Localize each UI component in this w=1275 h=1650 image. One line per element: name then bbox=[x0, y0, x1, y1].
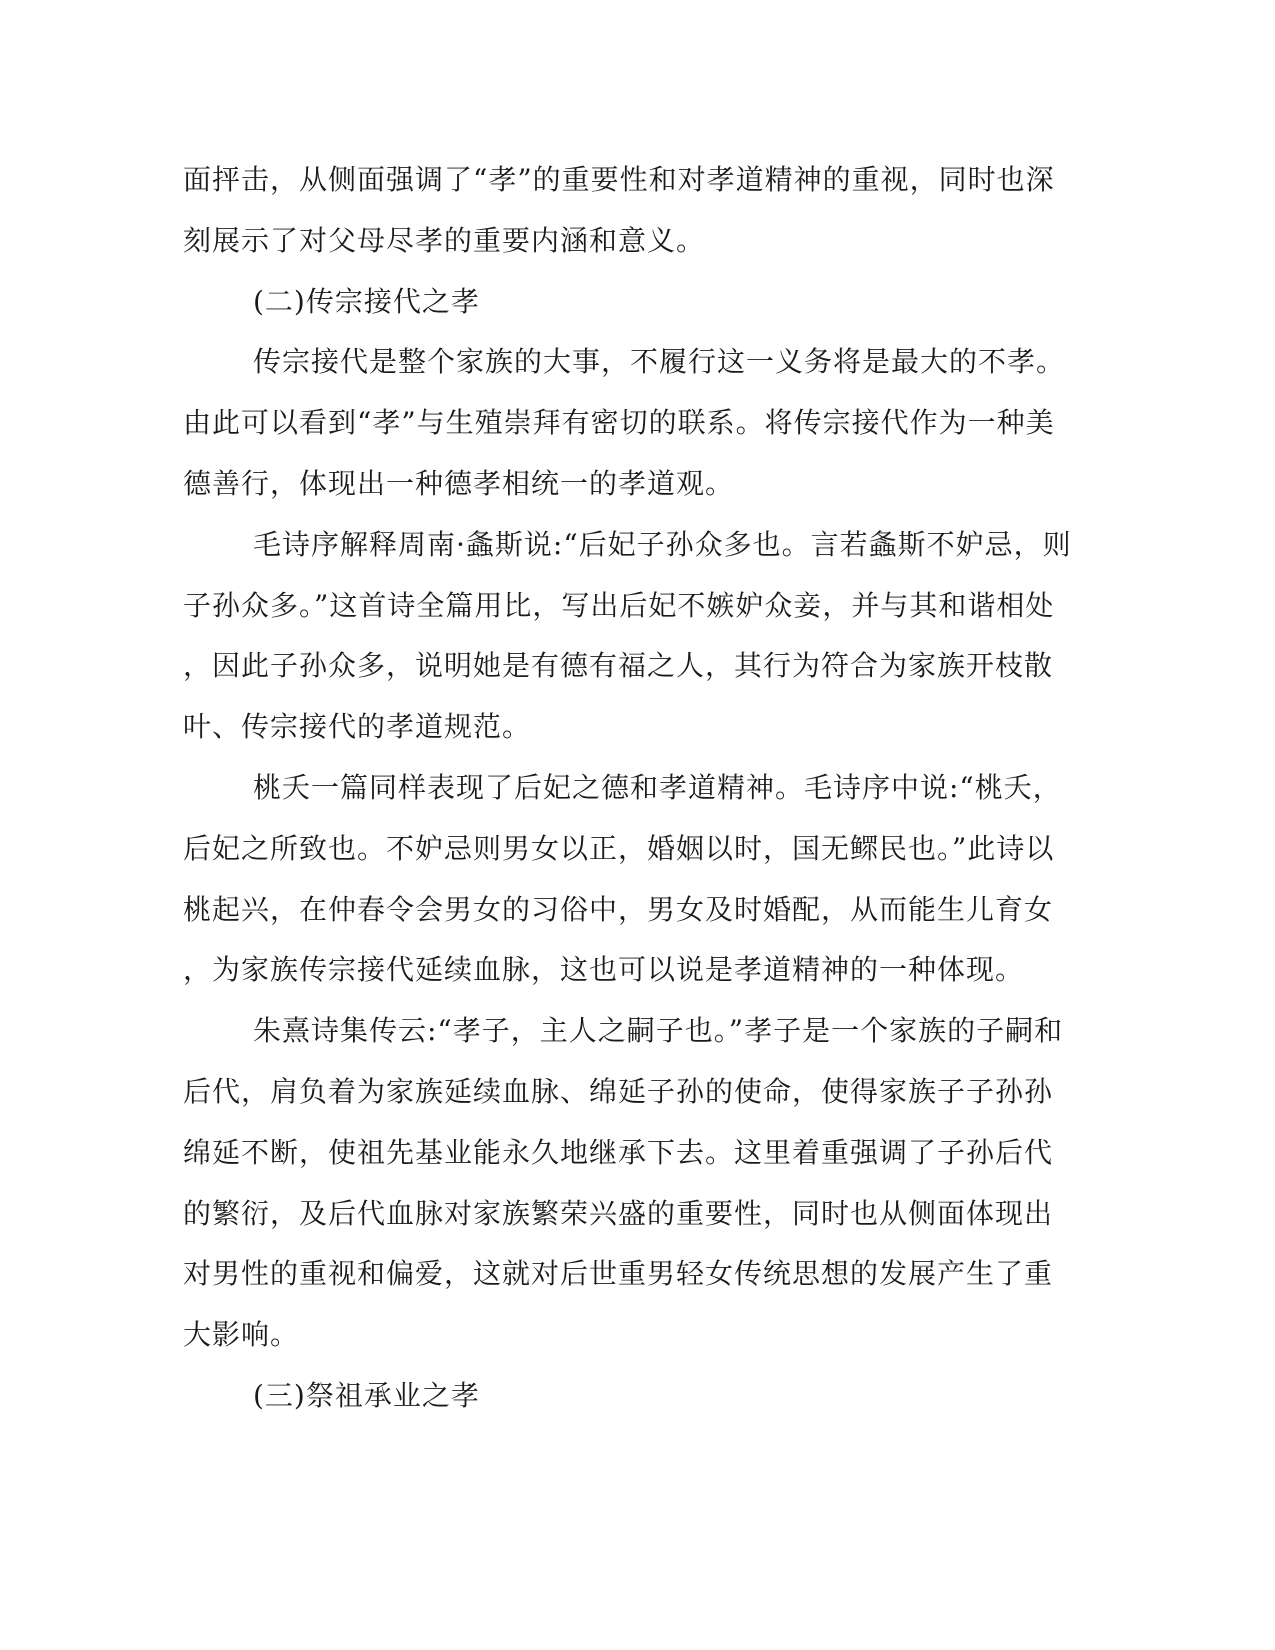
document-body bbox=[183, 150, 1072, 1427]
text-line: 后代，肩负着为家族延续血脉、绵延子孙的使命，使得家族子子孙孙 bbox=[183, 1074, 1054, 1108]
text-line: 面抨击，从侧面强调了“孝”的重要性和对孝道精神的重视，同时也深 bbox=[183, 163, 1055, 196]
paragraph-first-line: 朱熹诗集传云:“孝子，主人之嗣子也。”孝子是一个家族的子嗣和 bbox=[253, 1014, 1064, 1048]
text-line: 后妃之所致也。不妒忌则男女以正，婚姻以时，国无鳏民也。”此诗以 bbox=[183, 831, 1055, 865]
text-line: 桃起兴，在仲春令会男女的习俗中，男女及时婚配，从而能生儿育女 bbox=[183, 892, 1054, 926]
paragraph-first-line: 桃夭一篇同样表现了后妃之德和孝道精神。毛诗序中说:“桃夭， bbox=[253, 770, 1062, 804]
text-line: 大影响。 bbox=[183, 1318, 300, 1352]
text-line: 的繁衍，及后代血脉对家族繁荣兴盛的重要性，同时也从侧面体现出 bbox=[183, 1196, 1054, 1230]
paragraph-first-line: 传宗接代是整个家族的大事，不履行这一义务将是最大的不孝。 bbox=[253, 345, 1066, 379]
text-line: 德善行，体现出一种德孝相统一的孝道观。 bbox=[183, 466, 735, 500]
paragraph-first-line: (二)传宗接代之孝 bbox=[253, 284, 480, 318]
text-line: 由此可以看到“孝”与生殖崇拜有密切的联系。将传宗接代作为一种美 bbox=[183, 406, 1055, 440]
text-line: ，为家族传宗接代延续血脉，这也可以说是孝道精神的一种体现。 bbox=[183, 953, 1025, 987]
text-line: 刻展示了对父母尽孝的重要内涵和意义。 bbox=[183, 223, 706, 257]
text-line: 对男性的重视和偏爱，这就对后世重男轻女传统思想的发展产生了重 bbox=[183, 1257, 1054, 1291]
paragraph-first-line: 毛诗序解释周南·螽斯说:“后妃子孙众多也。言若螽斯不妒忌，则 bbox=[253, 527, 1072, 561]
text-line: 叶、传宗接代的孝道规范。 bbox=[183, 710, 532, 744]
text-line: ，因此子孙众多，说明她是有德有福之人，其行为符合为家族开枝散 bbox=[183, 649, 1054, 683]
text-line: 子孙众多。”这首诗全篇用比，写出后妃不嫉妒众妾，并与其和谐相处 bbox=[183, 588, 1055, 622]
text-line: 绵延不断，使祖先基业能永久地继承下去。这里着重强调了子孙后代 bbox=[183, 1135, 1054, 1169]
paragraph-first-line: (三)祭祖承业之孝 bbox=[253, 1378, 480, 1412]
